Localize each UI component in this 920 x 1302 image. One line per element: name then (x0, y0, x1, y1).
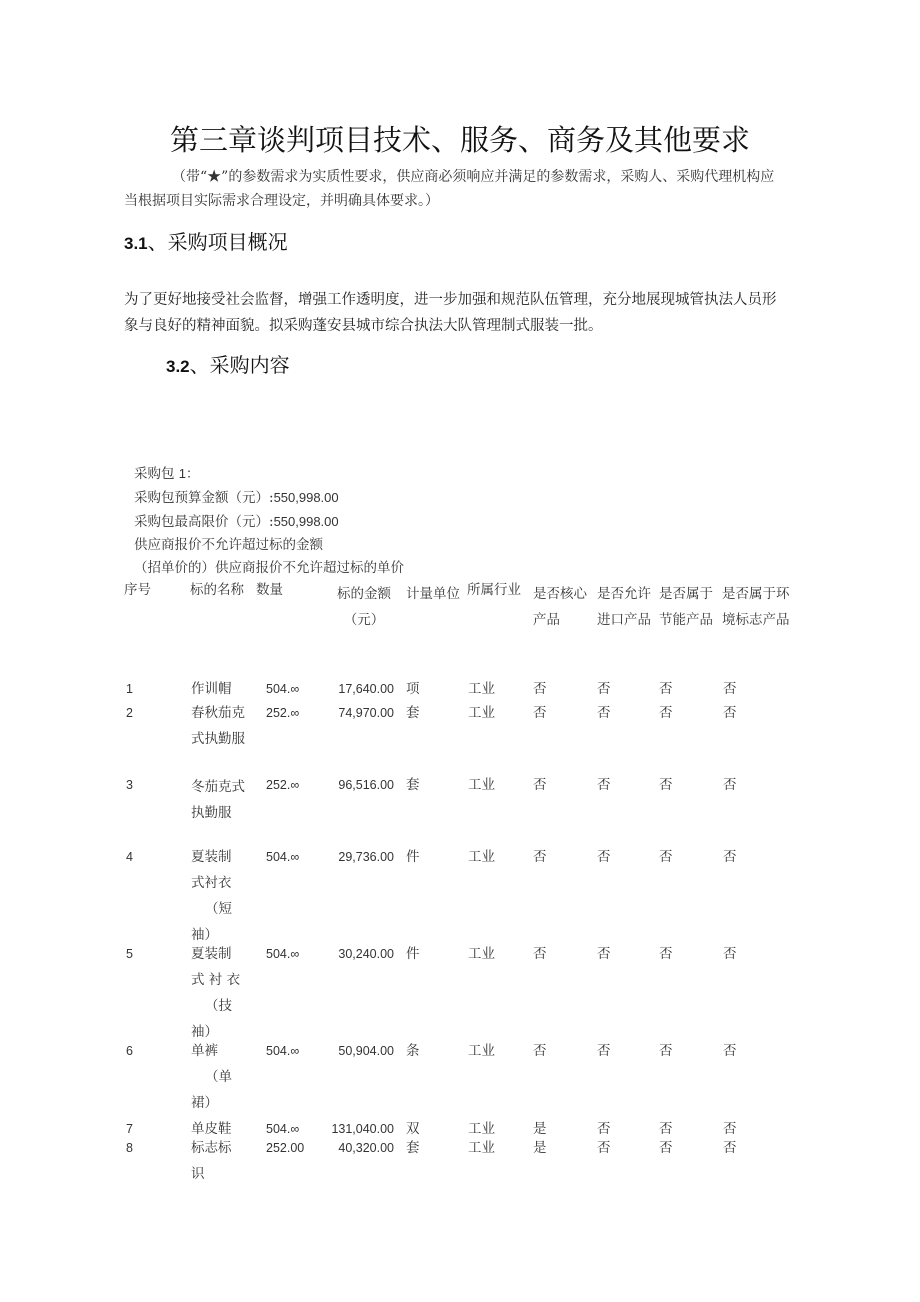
header-env: 是否属于环境标志产品 (722, 586, 790, 628)
cell-name-line: 式 衬 衣 (191, 972, 241, 988)
cell-no: 6 (126, 1044, 133, 1058)
cell-qty: 252.∞ (266, 706, 300, 720)
package-max-price (134, 510, 339, 530)
cell-qty: 252.00 (266, 1141, 305, 1155)
requirement-note: （带“★”的参数需求为实质性要求，供应商必须响应并满足的参数需求，采购人、采购代理机构应当根据项目实际需求合理设定，并明确具体要求。） (124, 169, 775, 209)
package-name-value: 1： (178, 466, 200, 481)
cell-amount: 29,736.00 (338, 850, 394, 864)
cell-qty: 504.∞ (266, 850, 300, 864)
cell-qty: 504.∞ (266, 1122, 300, 1136)
cell-name-line: 执勤服 (191, 805, 232, 821)
section-title: 、采购项目概况 (147, 230, 288, 254)
section-title: 、采购内容 (189, 353, 290, 377)
cell-name-line: 单皮鞋 (191, 1121, 232, 1137)
cell-amount: 96,516.00 (338, 778, 394, 792)
cell-amount: 17,640.00 (338, 682, 394, 696)
header-amount: 标的金额（元） (337, 586, 391, 628)
cell-unit: 双 (406, 1121, 420, 1137)
cell-name-line: 夏装制 (191, 849, 232, 865)
cell-name-line: 袖） (191, 927, 218, 943)
cell-core: 否 (533, 946, 547, 962)
cell-industry: 工业 (468, 946, 495, 962)
cell-energy: 否 (659, 681, 673, 697)
cell-no: 4 (126, 850, 133, 864)
cell-name-line: （技 (205, 998, 232, 1014)
cell-name-line: （短 (205, 901, 232, 917)
cell-env: 否 (723, 1140, 737, 1156)
section-number: 3.2 (166, 357, 190, 376)
cell-energy: 否 (659, 777, 673, 793)
cell-name-line: 式衬衣 (191, 875, 232, 891)
cell-energy: 否 (659, 1121, 673, 1137)
cell-energy: 否 (659, 849, 673, 865)
cell-amount: 50,904.00 (338, 1044, 394, 1058)
cell-amount: 40,320.00 (338, 1141, 394, 1155)
cell-energy: 否 (659, 946, 673, 962)
cell-import: 否 (597, 1140, 611, 1156)
cell-core: 否 (533, 681, 547, 697)
cell-amount: 131,040.00 (331, 1122, 394, 1136)
header-energy: 是否属于节能产品 (659, 586, 713, 628)
header-unit: 计量单位 (406, 586, 460, 602)
section-heading-overview (124, 226, 288, 255)
cell-unit: 项 (406, 681, 420, 697)
cell-core: 是 (533, 1121, 547, 1137)
cell-name-line: 标志标 (191, 1140, 232, 1156)
cell-energy: 否 (659, 705, 673, 721)
section-number: 3.1 (124, 234, 148, 253)
chapter-title: 第三章谈判项目技术、服务、商务及其他要求 (169, 123, 750, 157)
cell-no: 8 (126, 1141, 133, 1155)
cell-energy: 否 (659, 1140, 673, 1156)
cell-industry: 工业 (468, 777, 495, 793)
cell-name-line: 单裤 (191, 1043, 218, 1059)
cell-import: 否 (597, 946, 611, 962)
cell-qty: 504.∞ (266, 1044, 300, 1058)
package-max-label: 采购包最高限价（元）: (134, 514, 274, 530)
cell-industry: 工业 (468, 681, 495, 697)
cell-import: 否 (597, 681, 611, 697)
cell-env: 否 (723, 681, 737, 697)
cell-no: 1 (126, 682, 133, 696)
cell-env: 否 (723, 777, 737, 793)
cell-industry: 工业 (468, 1140, 495, 1156)
cell-name-line: 裙） (191, 1095, 218, 1111)
cell-name-line: 袖） (191, 1024, 218, 1040)
header-no: 序号 (124, 582, 151, 598)
header-core: 是否核心产品 (533, 586, 587, 628)
cell-unit: 套 (406, 777, 420, 793)
package-budget (134, 486, 339, 506)
cell-env: 否 (723, 705, 737, 721)
cell-no: 5 (126, 947, 133, 961)
cell-unit: 件 (406, 849, 420, 865)
cell-industry: 工业 (468, 705, 495, 721)
package-rule-amount: 供应商报价不允许超过标的金额 (134, 537, 323, 553)
cell-industry: 工业 (468, 1043, 495, 1059)
header-import: 是否允许进口产品 (597, 586, 651, 628)
cell-qty: 504.∞ (266, 947, 300, 961)
cell-no: 2 (126, 706, 133, 720)
package-budget-label: 采购包预算金额（元）: (134, 490, 274, 506)
package-name-label: 采购包 (134, 466, 175, 482)
cell-energy: 否 (659, 1043, 673, 1059)
cell-import: 否 (597, 777, 611, 793)
cell-import: 否 (597, 849, 611, 865)
cell-no: 3 (126, 778, 133, 792)
package-name (134, 462, 199, 482)
header-qty: 数量 (256, 582, 283, 598)
cell-unit: 套 (406, 1140, 420, 1156)
package-rule-unit-price: （招单价的）供应商报价不允许超过标的单价 (134, 560, 404, 576)
cell-name-line: 春秋茄克 (191, 705, 245, 721)
cell-no: 7 (126, 1122, 133, 1136)
cell-core: 是 (533, 1140, 547, 1156)
cell-amount: 74,970.00 (338, 706, 394, 720)
cell-env: 否 (723, 946, 737, 962)
section-heading-content (166, 349, 290, 378)
cell-unit: 套 (406, 705, 420, 721)
cell-name-line: 冬茄克式 (191, 779, 245, 795)
cell-name-line: 识 (191, 1166, 205, 1182)
cell-industry: 工业 (468, 1121, 495, 1137)
cell-name-line: 夏装制 (191, 946, 232, 962)
cell-name-line: （单 (205, 1069, 232, 1085)
cell-core: 否 (533, 1043, 547, 1059)
cell-name-line: 式执勤服 (191, 731, 245, 747)
cell-qty: 504.∞ (266, 682, 300, 696)
cell-env: 否 (723, 1043, 737, 1059)
cell-name-line: 作训帽 (191, 681, 232, 697)
cell-amount: 30,240.00 (338, 947, 394, 961)
cell-env: 否 (723, 849, 737, 865)
cell-qty: 252.∞ (266, 778, 300, 792)
cell-import: 否 (597, 705, 611, 721)
cell-import: 否 (597, 1043, 611, 1059)
cell-core: 否 (533, 705, 547, 721)
cell-unit: 条 (406, 1043, 420, 1059)
header-industry: 所属行业 (467, 582, 521, 598)
package-max-value: 550,998.00 (273, 514, 339, 529)
cell-unit: 件 (406, 946, 420, 962)
cell-core: 否 (533, 777, 547, 793)
header-name: 标的名称 (190, 582, 244, 598)
package-budget-value: 550,998.00 (273, 490, 339, 505)
cell-industry: 工业 (468, 849, 495, 865)
cell-core: 否 (533, 849, 547, 865)
cell-import: 否 (597, 1121, 611, 1137)
cell-env: 否 (723, 1121, 737, 1137)
overview-paragraph: 为了更好地接受社会监督，增强工作透明度，进一步加强和规范队伍管理，充分地展现城管执法人员形象与良好的精神面貌。拟采购蓬安县城市综合执法大队管理制式服装一批。 (124, 292, 777, 334)
